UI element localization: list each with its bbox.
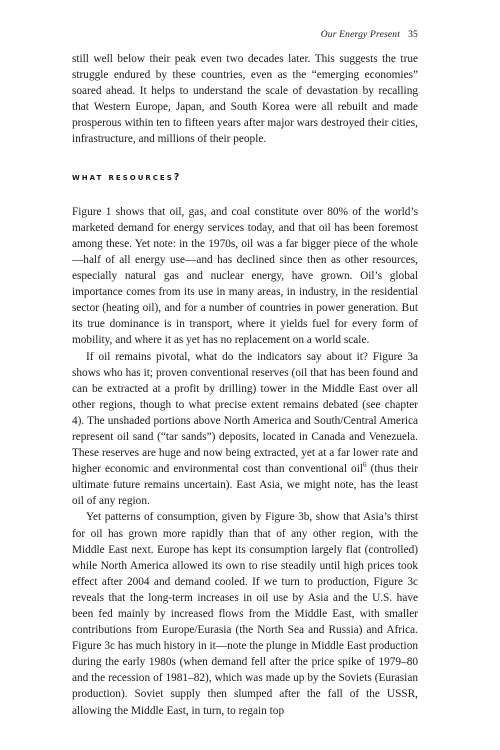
page-number: 35: [408, 30, 418, 40]
footnote-marker[interactable]: 6: [362, 461, 367, 470]
paragraph-continued: still well below their peak even two decades later. This suggests the true struggle endured by these countries, even as the “emerging economies” soared ahead. It helps to understand the scale of devastation by recalling that Western Europe, Japan, and South Korea were all rebuilt and made prosperous within ten to fifteen years after major wars destroyed their cities, infrastructure, and millions of their people.: [72, 53, 418, 146]
body-text: [72, 51, 418, 719]
paragraph-oil-pivotal-text: If oil remains pivotal, what do the indicators say about it? Figure 3a shows who has it; proven conventional reserves (oil that has been found and can be extracted at a profit by drilling) tower in the Middle East over all other regions, though to what precise extent remains debated (see chapter 4). The unshaded portions above North America and South/Central America represent oil sand (“tar sands”) deposits, located in Canada and Venezuela. These reserves are huge and now being extracted, yet at a far lower rate and higher economic and environmental cost than conventional oil: [72, 350, 418, 476]
paragraph-oil-pivotal-tail: (thus their ultimate future remains uncertain). East Asia, we might note, has the least oil of any region.: [72, 463, 418, 508]
paragraph-figure-1: Figure 1 shows that oil, gas, and coal constitute over 80% of the world’s marketed demand for energy services today, and that oil has been foremost among these. Yet note: in the 1970s, oil was a far bigger piece of the whole—half of all energy use—and has declined since then as other resources, especially natural gas and nuclear energy, have grown. Oil’s global importance comes from its use in many areas, in industry, in the residential sector (heating oil), and for a number of countries in power generation. But its true dominance is in transport, where it yields fuel for every form of mobility, and where it as yet has no replacement on a world scale.: [72, 205, 418, 347]
paragraph-oil-pivotal: [72, 349, 418, 510]
section-heading: what resources?: [72, 171, 182, 183]
running-head-title: Our Energy Present: [320, 30, 401, 40]
paragraph-consumption: Yet patterns of consumption, given by Figure 3b, show that Asia’s thirst for oil has grown more rapidly than that of any other region, with the Middle East next. Europe has kept its consumption largely flat (controlled) while North America allowed its own to rise steadily until high prices took effect after 2004 and demand cooled. If we turn to production, Figure 3c reveals that the long-term increases in oil use by Asia and the U.S. have been fed mainly by increased flows from the Middle East, with smaller contributions from Europe/Eurasia (the North Sea and Russia) and Africa. Figure 3c has much history in it—note the plunge in Middle East production during the early 1980s (when demand fell after the price spike of 1979–80 and the recession of 1981–82), which was made up by the Soviets (Eurasian production). Soviet supply then slumped after the fall of the USSR, allowing the Middle East, in turn, to regain top: [72, 511, 418, 717]
running-head: [72, 30, 418, 40]
